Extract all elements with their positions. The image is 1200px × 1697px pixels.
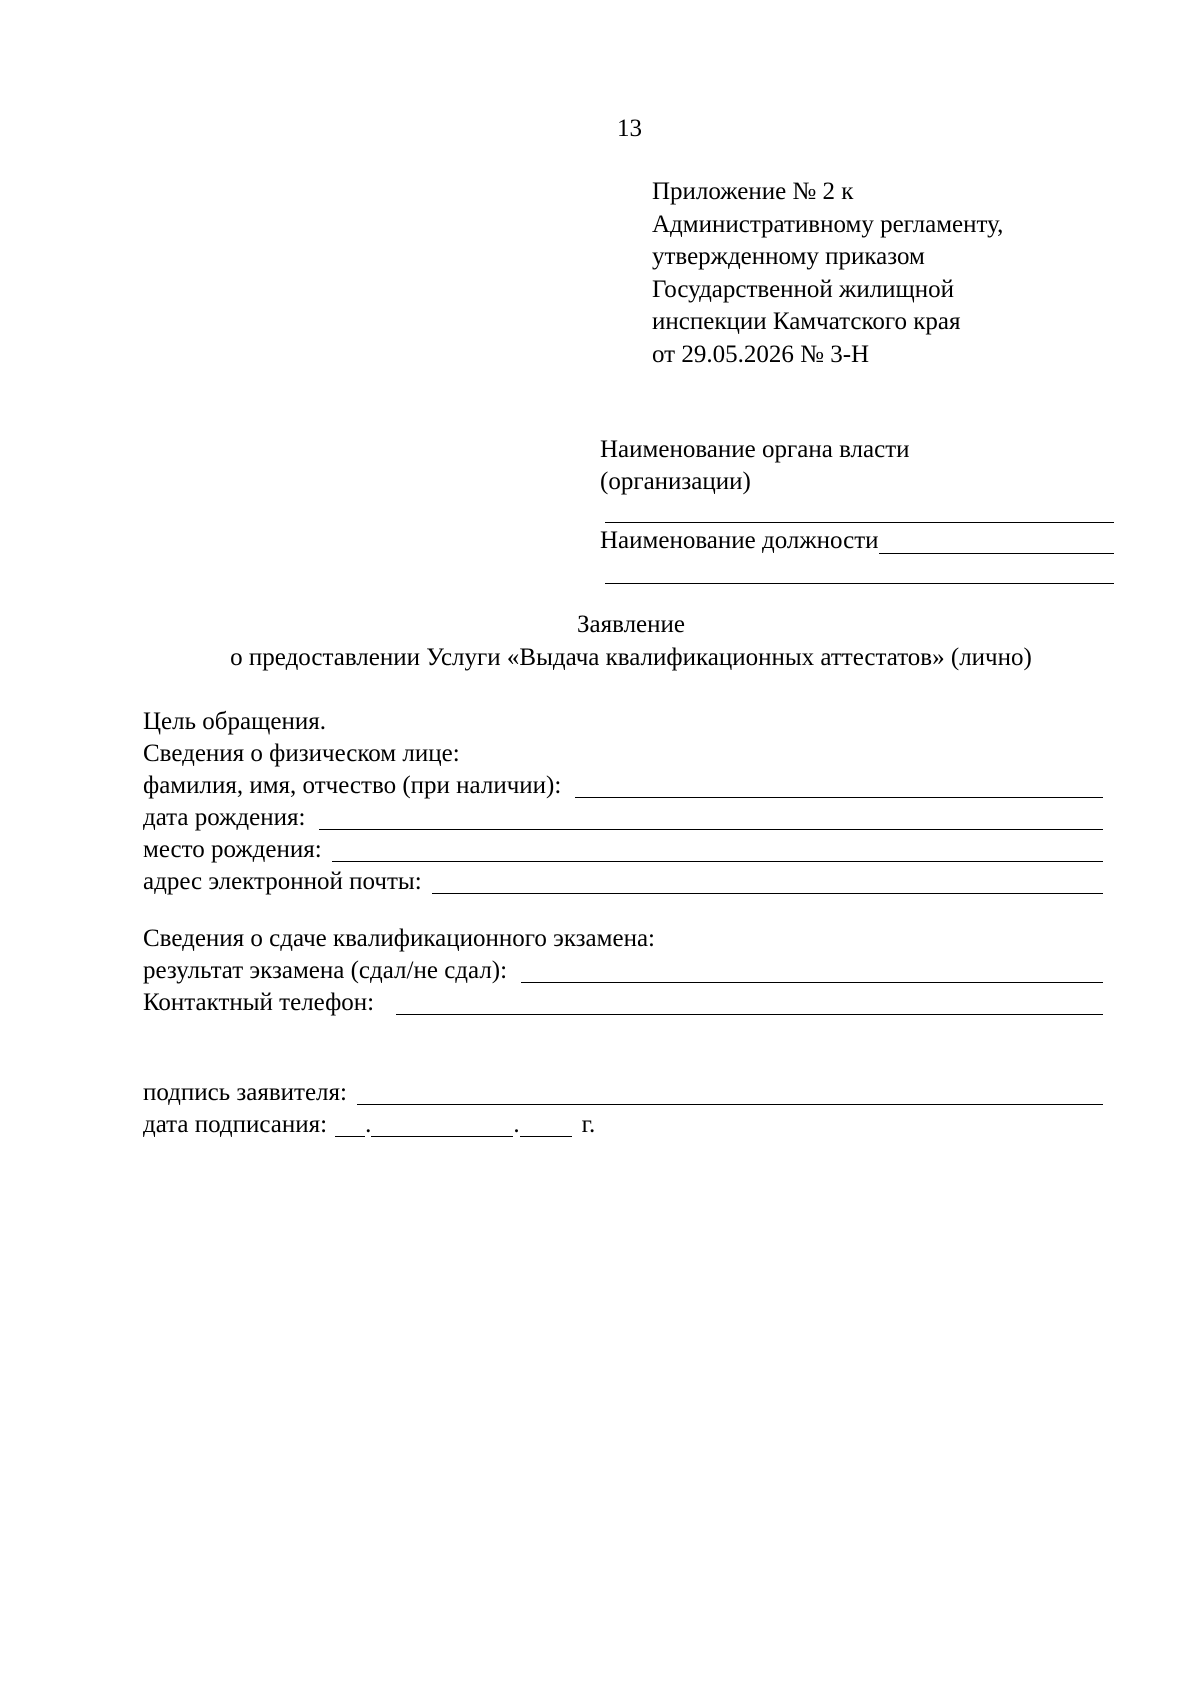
birth-date-label: дата рождения: xyxy=(143,804,306,831)
document-title: Заявление xyxy=(576,611,686,638)
appendix-line: Административному регламенту, xyxy=(652,210,1004,238)
appendix-line: инспекции Камчатского края xyxy=(652,308,961,335)
application-form xyxy=(143,706,1103,1141)
exam-result-field[interactable] xyxy=(521,982,1103,983)
signature-label: подпись заявителя: xyxy=(143,1079,347,1106)
sign-date-month-field[interactable] xyxy=(371,1136,513,1137)
signature-field[interactable] xyxy=(357,1104,1103,1105)
exam-section-header: Сведения о сдаче квалификационного экзамена: xyxy=(143,925,655,952)
position-field[interactable] xyxy=(879,553,1114,554)
position-field-cont[interactable] xyxy=(605,583,1114,584)
sign-date-separator: . xyxy=(365,1111,372,1138)
recipient-block xyxy=(600,434,1114,584)
appendix-note xyxy=(652,176,1003,371)
email-label: адрес электронной почты: xyxy=(143,868,422,895)
appendix-line: Приложение № 2 к xyxy=(652,178,854,205)
appendix-line: утвержденному приказом xyxy=(652,243,925,270)
birth-place-label: место рождения: xyxy=(143,836,322,863)
org-name-label-cont: (организации) xyxy=(600,468,751,495)
sign-date-year-field[interactable] xyxy=(520,1136,572,1137)
person-section-header: Сведения о физическом лице: xyxy=(143,740,460,767)
sign-date-day-field[interactable] xyxy=(335,1136,365,1137)
purpose-label: Цель обращения. xyxy=(143,708,326,735)
document-subtitle: о предоставлении Услуги «Выдача квалификационных аттестатов» (лично) xyxy=(230,644,1032,671)
birth-date-field[interactable] xyxy=(319,829,1103,830)
org-name-field[interactable] xyxy=(605,522,1114,523)
birth-place-field[interactable] xyxy=(332,861,1103,862)
page-number: 13 xyxy=(617,115,642,142)
sign-date-row xyxy=(143,1109,1103,1141)
sign-date-suffix: г. xyxy=(581,1111,596,1138)
appendix-line: от 29.05.2026 № 3-Н xyxy=(652,340,870,368)
exam-result-label: результат экзамена (сдал/не сдал): xyxy=(143,957,508,984)
email-field[interactable] xyxy=(432,893,1103,894)
phone-label: Контактный телефон: xyxy=(143,989,375,1016)
org-name-label: Наименование органа власти xyxy=(600,436,910,463)
sign-date-label: дата подписания: xyxy=(143,1111,328,1138)
appendix-line: Государственной жилищной xyxy=(652,275,955,303)
sign-date-separator: . xyxy=(513,1111,520,1138)
position-label: Наименование должности xyxy=(600,527,879,554)
full-name-field[interactable] xyxy=(575,797,1103,798)
full-name-label: фамилия, имя, отчество (при наличии): xyxy=(143,772,562,799)
phone-field[interactable] xyxy=(396,1014,1103,1015)
